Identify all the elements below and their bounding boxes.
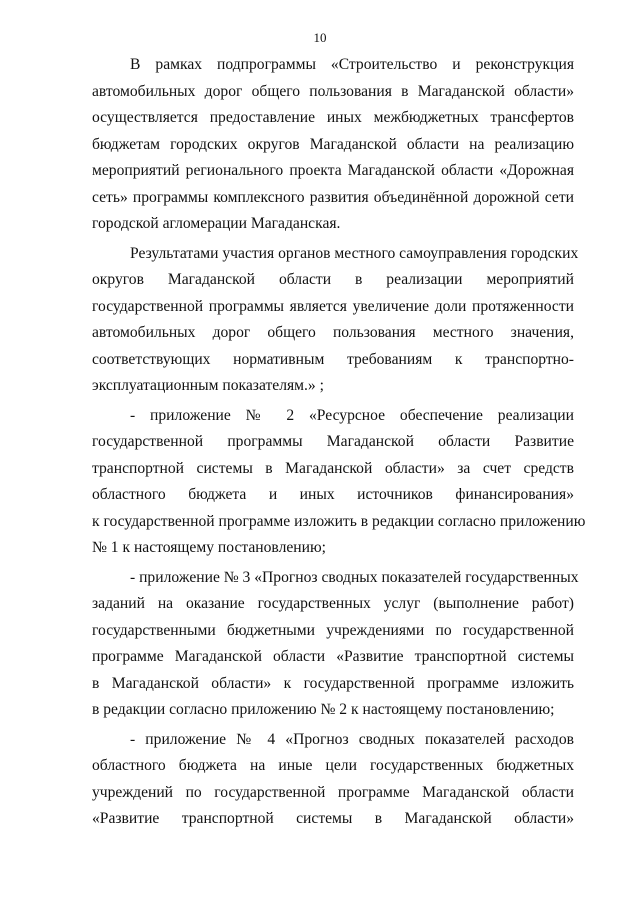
text-line: «Развитие транспортной системы в Магаданской области» [92,810,574,827]
text-line: - приложение № 4 «Прогноз сводных показателей расходов [130,730,574,748]
text-line: к государственной программе изложить в редакции согласно приложению [92,512,586,530]
text-line: эксплуатационным показателям.» ; [92,377,324,394]
paragraph [92,403,586,562]
text-line: округов Магаданской области в реализации мероприятий [92,271,574,288]
text-line: областного бюджета на иные цели государственных бюджетных [92,757,574,774]
text-line: сеть» программы комплексного развития объединённой дорожной сети [92,188,574,206]
text-line: в редакции согласно приложению № 2 к настоящему постановлению; [92,701,555,718]
paragraph [92,52,574,238]
text-line: бюджетам городских округов Магаданской области на реализацию [92,135,574,153]
text-line: учреждений по государственной программе Магаданской области [92,783,574,801]
text-line: областного бюджета и иных источников финансирования» [92,486,574,503]
body-text [92,52,586,836]
text-line: транспортной системы в Магаданской области» за счет средств [92,459,574,477]
text-line: государственной программы Магаданской области Развитие [92,433,574,450]
text-line: соответствующих нормативным требованиям к транспортно- [92,350,574,368]
paragraph [92,565,579,724]
text-line: мероприятий регионального проекта Магаданской области «Дорожная [92,162,574,179]
text-line: - приложение № 2 «Ресурсное обеспечение реализации [130,406,574,424]
paragraph [92,241,579,400]
text-line: автомобильных дорог общего пользования местного значения, [92,324,574,341]
paragraph [92,727,574,833]
text-line: заданий на оказание государственных услуг (выполнение работ) [92,595,574,612]
text-line: в Магаданской области» к государственной программе изложить [92,674,574,692]
text-line: № 1 к настоящему постановлению; [92,539,326,556]
text-line: - приложение № 3 «Прогноз сводных показателей государственных [130,568,579,586]
text-line: программе Магаданской области «Развитие транспортной системы [92,648,574,665]
text-line: городской агломерации Магаданская. [92,215,341,232]
text-line: осуществляется предоставление иных межбюджетных трансфертов [92,109,574,126]
page-number: 10 [313,30,327,45]
text-line: государственными бюджетными учреждениями по государственной [92,621,574,639]
text-line: государственной программы является увеличение доли протяженности [92,297,574,315]
text-line: автомобильных дорог общего пользования в Магаданской области» [92,82,574,100]
text-line: Результатами участия органов местного самоуправления городских [130,244,579,262]
text-line: В рамках подпрограммы «Строительство и реконструкция [130,56,574,73]
